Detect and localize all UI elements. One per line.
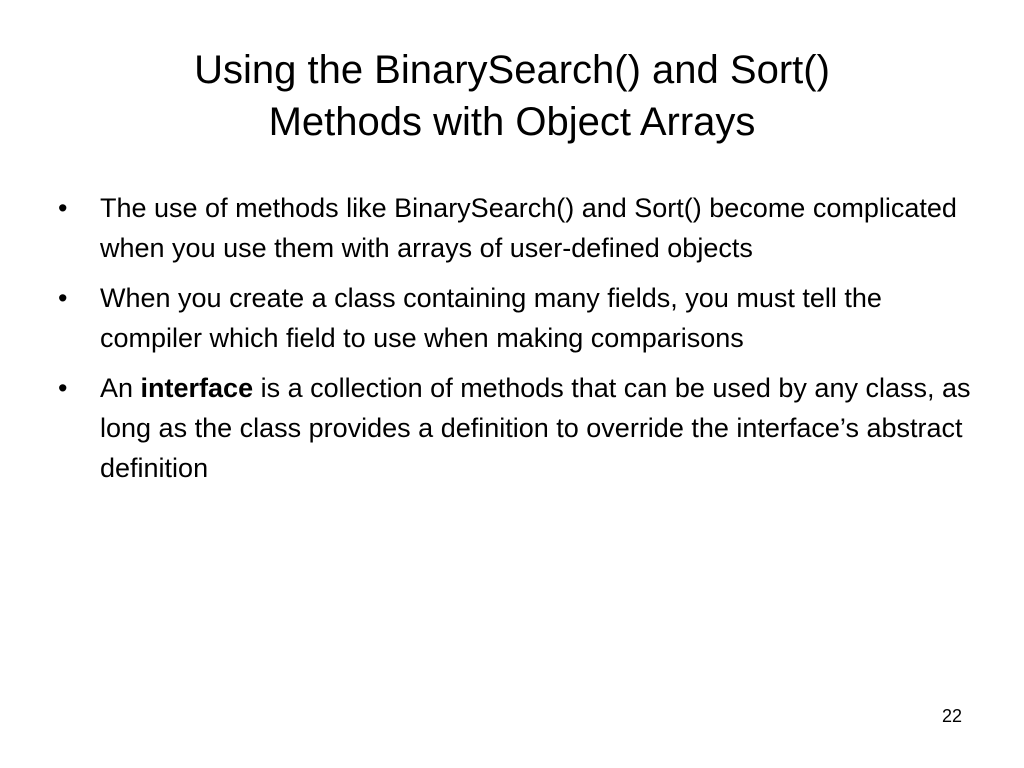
bullet-text-1: The use of methods like BinarySearch() and Sort() become complicated when you use them with arrays of user-defined objects (100, 193, 957, 263)
bullet-list (58, 188, 978, 498)
slide-title-line-1: Using the BinarySearch() and Sort() (194, 48, 830, 92)
bullet-marker: • (58, 373, 68, 403)
bullet-text-3-bold-term: interface (140, 373, 254, 403)
page-number: 22 (941, 706, 962, 726)
bullet-text-3-suffix: is a collection of methods that can be used by any class, as long as the class provides a definition to override the interface’s abstract definition (100, 373, 971, 483)
bullet-marker: • (58, 283, 68, 313)
bullet-text-3-prefix: An (100, 373, 141, 403)
bullet-item-2 (58, 278, 978, 358)
slide-title (60, 44, 964, 148)
bullet-text-2: When you create a class containing many fields, you must tell the compiler which field to use when making comparisons (100, 283, 882, 353)
bullet-item-3 (58, 368, 978, 488)
slide-title-line-2: Methods with Object Arrays (268, 100, 756, 144)
bullet-item-1 (58, 188, 978, 268)
bullet-marker: • (58, 193, 68, 223)
